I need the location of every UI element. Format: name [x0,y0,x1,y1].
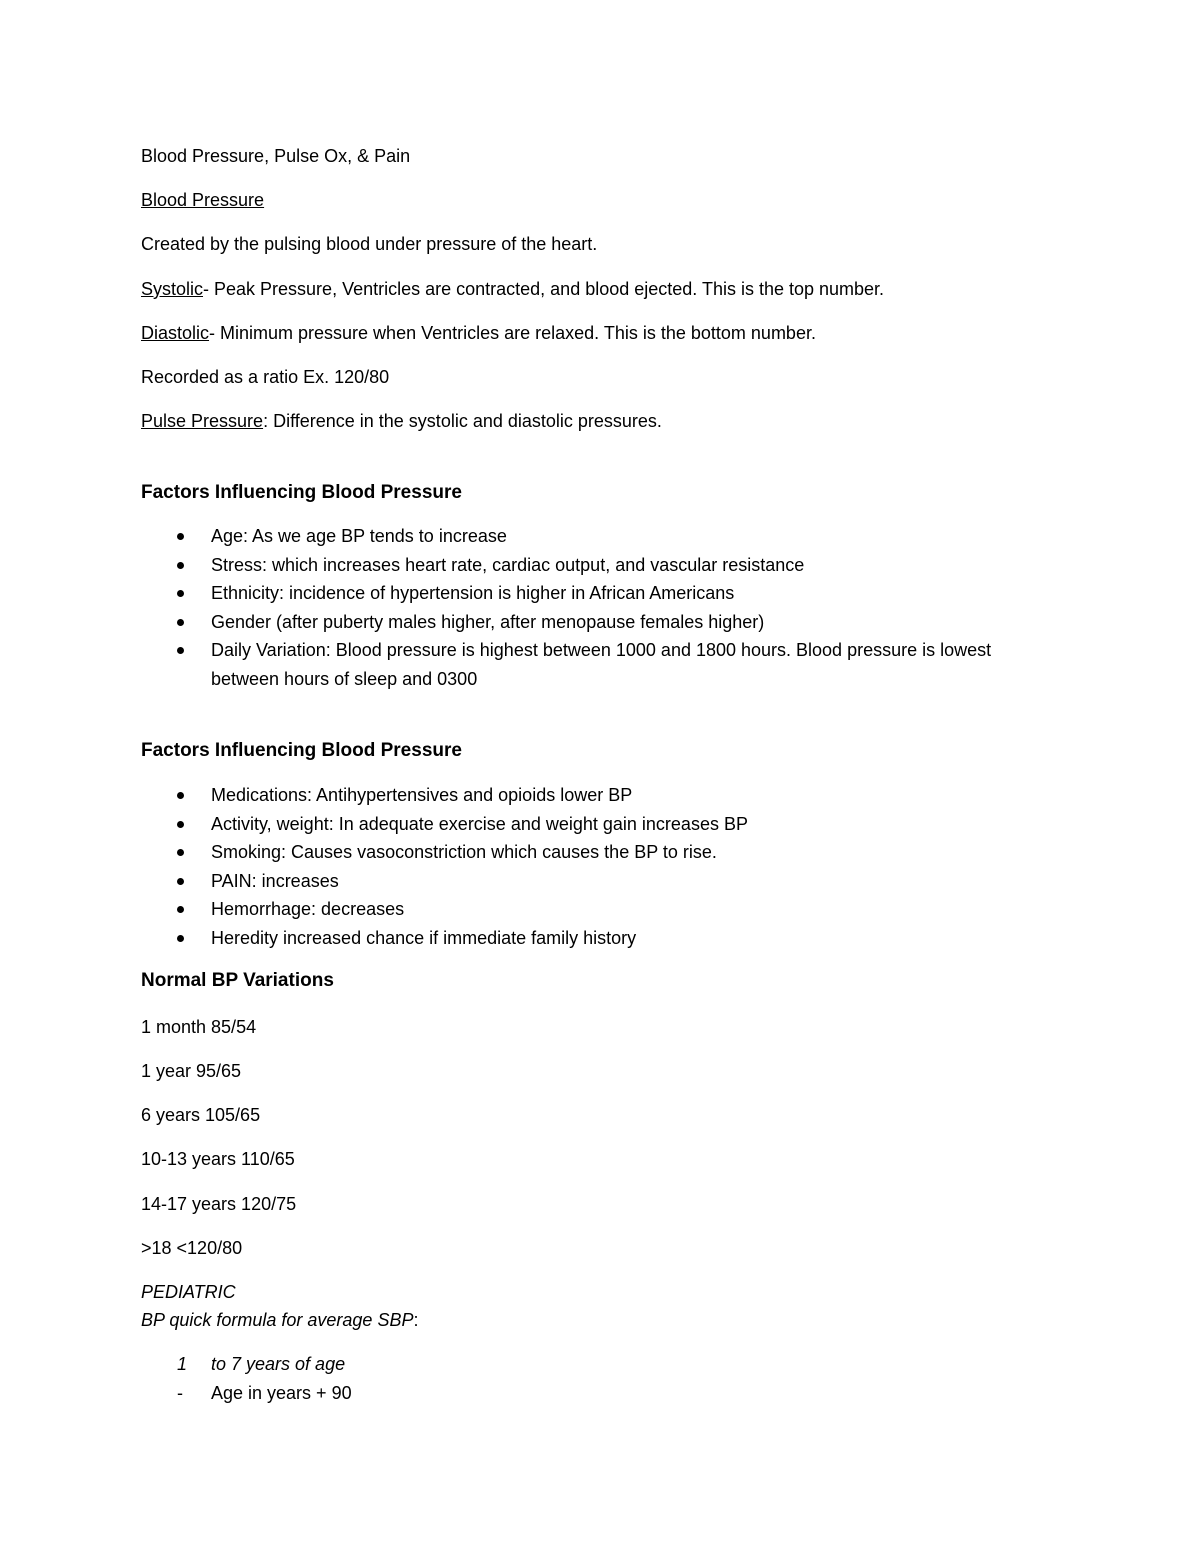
bp-section-heading: Blood Pressure [141,190,265,210]
list-item [141,579,1021,608]
list-item-text: Heredity increased chance if immediate family history [211,927,637,948]
systolic-term: Systolic [141,279,204,299]
list-item-text: Age in years + 90 [211,1383,352,1403]
pediatric-formula-line [141,1309,418,1331]
list-item-text: Smoking: Causes vasoconstriction which causes the BP to rise. [211,842,717,862]
diastolic-definition: - Minimum pressure when Ventricles are relaxed. This is the bottom number. [209,323,816,343]
list-item-text: Activity, weight: In adequate exercise and weight gain increases BP [211,813,748,834]
bullet-icon [177,562,184,569]
pediatric-label: PEDIATRIC [141,1282,236,1302]
recorded-ratio-text: Recorded as a ratio Ex. 120/80 [141,367,390,387]
bullet-icon [177,533,184,540]
list-item-text: Ethnicity: incidence of hypertension is higher in African Americans [211,583,735,603]
bullet-icon [177,619,184,626]
normal-bp-row: 10-13 years 110/65 [141,1149,295,1169]
list-item-text: Stress: which increases heart rate, cardiac output, and vascular resistance [211,554,805,575]
list-item [141,781,1021,810]
bp-created-text: Created by the pulsing blood under pressure of the heart. [141,234,598,254]
dash-marker: - [177,1383,183,1403]
bullet-icon [177,849,184,856]
bullet-icon [177,878,184,885]
list-item [141,522,1021,551]
list-item-text: Daily Variation: Blood pressure is highest between 1000 and 1800 hours. Blood pressure is lowest between hours of sleep and 0300 [211,640,992,689]
list-item-text: Hemorrhage: decreases [211,899,405,919]
normal-bp-row: 1 month 85/54 [141,1017,257,1037]
systolic-definition: - Peak Pressure, Ventricles are contracted, and blood ejected. This is the top number. [203,279,885,299]
list-item [141,924,1021,953]
list-item [141,810,1021,839]
normal-bp-row: >18 <120/80 [141,1238,243,1258]
list-item-text: to 7 years of age [211,1354,346,1374]
normal-bp-row: 1 year 95/65 [141,1061,242,1081]
list-item [141,895,1021,924]
bullet-icon [177,647,184,654]
diastolic-term: Diastolic [141,323,210,343]
factors-heading-1: Factors Influencing Blood Pressure [141,482,462,503]
list-number: 1 [177,1354,188,1374]
bullet-icon [177,792,184,799]
bullet-icon [177,590,184,597]
normal-bp-row: 6 years 105/65 [141,1105,261,1125]
list-item [141,608,1021,637]
pulse-pressure-line [141,410,662,432]
pulse-pressure-term: Pulse Pressure [141,411,264,431]
list-item [141,838,1021,867]
bullet-icon [177,821,184,828]
pediatric-formula-colon: : [413,1310,419,1330]
document-title: Blood Pressure, Pulse Ox, & Pain [141,146,411,166]
bullet-icon [177,935,184,942]
list-item-text: PAIN: increases [211,870,339,891]
pulse-pressure-definition: : Difference in the systolic and diastolic pressures. [263,411,662,431]
list-item [141,551,1021,580]
normal-bp-heading: Normal BP Variations [141,970,334,991]
list-item [141,867,1021,896]
list-item [141,636,1021,693]
normal-bp-row: 14-17 years 120/75 [141,1194,297,1214]
bullet-icon [177,906,184,913]
list-item-text: Medications: Antihypertensives and opioids lower BP [211,785,633,805]
list-item-text: Age: As we age BP tends to increase [211,526,507,546]
list-item-text: Gender (after puberty males higher, after menopause females higher) [211,611,765,632]
diastolic-line [141,322,816,344]
factors-heading-2: Factors Influencing Blood Pressure [141,740,462,761]
pediatric-formula-label: BP quick formula for average SBP [141,1310,414,1330]
systolic-line [141,278,884,300]
